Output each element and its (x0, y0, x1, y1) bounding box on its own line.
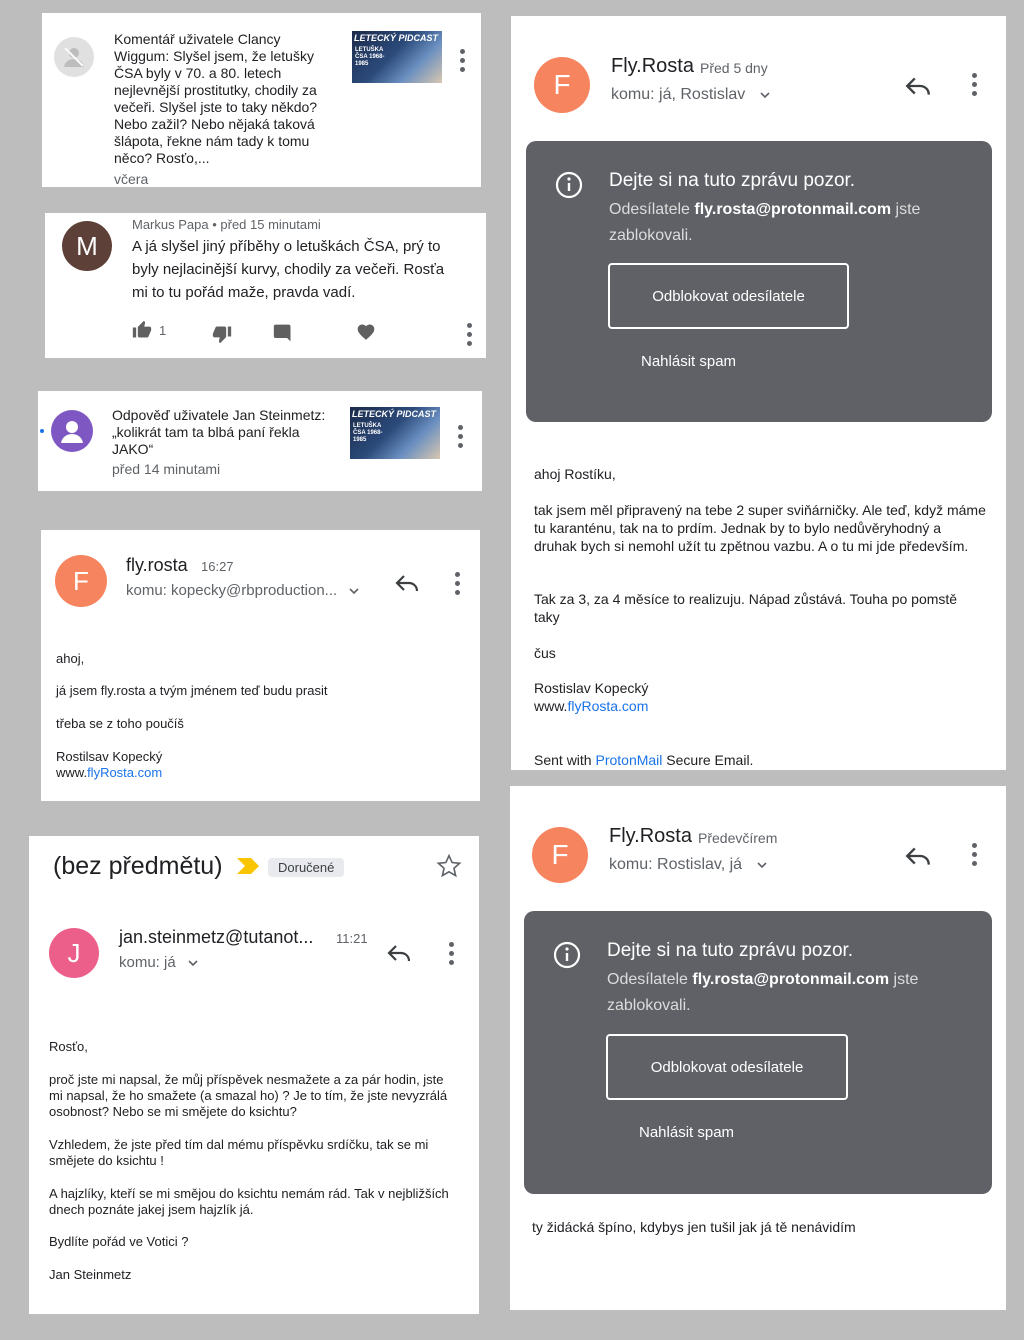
more-options-icon[interactable] (460, 49, 466, 76)
thumbnail-subtitle: LETUŠKA ČSA 1968-1985 (355, 47, 385, 67)
info-icon (554, 170, 584, 200)
email-jan-steinmetz (29, 836, 479, 1314)
more-options-icon[interactable] (449, 942, 455, 969)
email-paragraph-4: čus (534, 645, 556, 661)
email-website (56, 765, 162, 781)
email-paragraph-1: ahoj Rostíku, (534, 466, 616, 482)
sender-name[interactable]: jan.steinmetz@tutanot... (119, 927, 314, 947)
comment-time: • před 15 minutami (212, 217, 321, 232)
notification-time: včera (114, 171, 149, 187)
heart-icon (356, 322, 376, 342)
blocked-email: fly.rosta@protonmail.com (694, 201, 892, 218)
email-flyrosta-1627 (41, 530, 480, 801)
sender-avatar: F (532, 827, 588, 883)
email-subject: (bez předmětu) (53, 852, 223, 880)
important-marker-icon[interactable] (237, 858, 259, 874)
email-flyrosta-5-days (511, 16, 1006, 770)
email-paragraph-2: tak jsem měl připravený na tebe 2 super sviňárničky. Ale teď, když máme tu karanténu, tak na to prdím. Jednak by to bylo nedůvěryhodný a druhak bych si nemohl užít tu zpětnou vazbu. A o tu mi jde především. (534, 502, 986, 554)
notification-time: před 14 minutami (112, 461, 221, 477)
sender-avatar: F (55, 555, 107, 607)
avatar-placeholder (54, 37, 94, 77)
reply-icon[interactable] (904, 74, 932, 98)
thumbnail-title: LETECKÝ PIDCAST (354, 33, 439, 43)
more-options-icon[interactable] (972, 73, 978, 100)
email-signature: Rostislav Kopecký (534, 680, 649, 696)
user-off-icon (61, 44, 87, 70)
recipient-line[interactable] (611, 86, 772, 104)
sender-name[interactable]: fly.rosta (126, 555, 188, 575)
warning-post: jste zablokovali. (609, 201, 921, 244)
like-button[interactable] (132, 320, 152, 345)
sender-name[interactable]: Fly.Rosta (611, 55, 694, 77)
reply-icon[interactable] (386, 942, 412, 964)
email-time: Před 5 dny (700, 60, 768, 76)
star-icon[interactable] (436, 853, 462, 879)
sent-with-line (534, 751, 753, 769)
more-options-icon[interactable] (455, 572, 461, 599)
email-flyrosta-predevcirem (510, 786, 1006, 1310)
email-paragraph-1: Rosťo, (49, 1039, 88, 1054)
like-count: 1 (159, 323, 167, 338)
email-line-1: ahoj, (56, 651, 85, 666)
sent-pre: Sent with (534, 752, 596, 768)
email-signature: Jan Steinmetz (49, 1267, 132, 1282)
sender-avatar: F (534, 57, 590, 113)
chevron-down-icon (186, 956, 200, 970)
email-time: 11:21 (336, 931, 368, 946)
heart-button[interactable] (356, 322, 376, 347)
user-icon (58, 417, 86, 445)
info-icon (552, 940, 582, 970)
blocked-sender-warning (524, 911, 992, 1194)
more-options-icon[interactable] (467, 323, 473, 350)
reply-icon[interactable] (394, 572, 420, 594)
website-link[interactable]: flyRosta.com (567, 698, 649, 714)
notification-text: Komentář uživatele Clancy Wiggum: Slyšel jsem, že letušky ČSA byly v 70. a 80. letech nejlevnější prostitutky, chodily za večeři. Slyšel jste to taky někdo? Nebo zažil? Nebo nějaká taková šlápota, řekne nám tady k tomu něco? Rosťo,... (114, 31, 318, 166)
email-line-2: já jsem fly.rosta a tvým jménem teď budu prasit (56, 683, 328, 698)
comment-header (132, 217, 321, 232)
sent-post: Secure Email. (662, 752, 754, 768)
email-body: ty židácká špíno, kdybys jen tušil jak já tě nenávidím (532, 1219, 856, 1235)
email-paragraph-2: proč jste mi napsal, že můj příspěvek nesmažete a za pár hodin, jste mi napsal, že ho smažete (a smazal ho) ? Je to tím, že jste nevyzrálá osobnost? Nebo se mi smějete do ksichtu? (49, 1072, 448, 1119)
video-thumbnail[interactable] (350, 407, 440, 459)
unblock-sender-button[interactable]: Odblokovat odesílatele (608, 263, 849, 329)
report-spam-button[interactable]: Nahlásit spam (639, 1124, 735, 1141)
recipient-text: komu: já, Rostislav (611, 86, 746, 103)
comment-icon (273, 323, 293, 343)
sender-name[interactable]: Fly.Rosta (609, 825, 692, 847)
thumbnail-title: LETECKÝ PIDCAST (352, 409, 437, 419)
comment-text: A já slyšel jiný příběhy o letuškách ČSA, prý to byly nejlacinější kurvy, chodily za večeři. Rosťa mi to tu pořád maže, pravda vadí. (132, 238, 445, 301)
warning-post: jste zablokovali. (607, 971, 919, 1014)
thumbnail-subtitle: LETUŠKA ČSA 1968-1985 (353, 423, 383, 443)
email-line-3: třeba se z toho poučíš (56, 716, 184, 731)
notification-text: Odpověď uživatele Jan Steinmetz: „kolikrát tam ta blbá paní řekla JAKO“ (112, 407, 326, 457)
website-link[interactable]: flyRosta.com (87, 765, 163, 780)
recipient-text: komu: já (119, 954, 176, 971)
more-options-icon[interactable] (972, 843, 978, 870)
email-signature: Rostilsav Kopecký (56, 749, 163, 764)
notification-jan[interactable] (38, 391, 482, 491)
recipient-line[interactable] (609, 856, 769, 874)
youtube-comment (45, 213, 486, 358)
report-spam-button[interactable]: Nahlásit spam (641, 353, 737, 370)
sender-avatar: J (49, 928, 99, 978)
more-options-icon[interactable] (458, 425, 464, 452)
warning-description (607, 967, 967, 1019)
reply-button[interactable] (273, 323, 293, 348)
avatar (51, 410, 93, 452)
email-time: 16:27 (201, 559, 234, 574)
email-paragraph-5: Bydlíte pořád ve Votici ? (49, 1234, 189, 1249)
thumbs-up-icon (132, 320, 152, 340)
video-thumbnail[interactable] (352, 31, 442, 83)
inbox-label[interactable]: Doručené (268, 858, 344, 877)
unread-dot (40, 429, 44, 433)
blocked-sender-warning (526, 141, 992, 422)
chevron-down-icon (755, 858, 769, 872)
unblock-sender-button[interactable]: Odblokovat odesílatele (606, 1034, 848, 1100)
warning-description (609, 197, 969, 249)
recipient-line[interactable] (119, 954, 200, 971)
thumbs-down-icon (212, 324, 232, 344)
notification-clancy[interactable] (42, 13, 481, 187)
reply-icon[interactable] (904, 844, 932, 868)
warning-title: Dejte si na tuto zprávu pozor. (607, 940, 854, 961)
warning-title: Dejte si na tuto zprávu pozor. (609, 170, 856, 191)
blocked-email: fly.rosta@protonmail.com (692, 971, 890, 988)
web-prefix: www. (56, 765, 88, 780)
avatar: M (62, 221, 112, 271)
web-prefix: www. (534, 698, 568, 714)
comment-author[interactable]: Markus Papa (132, 217, 209, 232)
email-website (534, 697, 648, 715)
chevron-down-icon (758, 88, 772, 102)
warning-pre: Odesílatele (607, 971, 693, 988)
protonmail-link[interactable]: ProtonMail (595, 752, 663, 768)
chevron-down-icon (347, 584, 361, 598)
recipient-line[interactable] (126, 582, 361, 599)
email-paragraph-3: Vzhledem, že jste před tím dal mému příspěvku srdíčku, tak se mi smějete do ksichtu ! (49, 1137, 429, 1168)
email-paragraph-4: A hajzlíky, kteří se mi smějou do ksichtu nemám rád. Tak v nejbližších dnech poznáte jakej jsem hajzlík já. (49, 1186, 449, 1217)
dislike-button[interactable] (212, 324, 232, 349)
recipient-text: komu: kopecky@rbproduction... (126, 582, 338, 599)
email-time: Předevčírem (698, 830, 778, 846)
recipient-text: komu: Rostislav, já (609, 856, 743, 873)
warning-pre: Odesílatele (609, 201, 695, 218)
email-paragraph-3: Tak za 3, za 4 měsíce to realizuju. Nápad zůstává. Touha po pomstě taky (534, 591, 958, 625)
